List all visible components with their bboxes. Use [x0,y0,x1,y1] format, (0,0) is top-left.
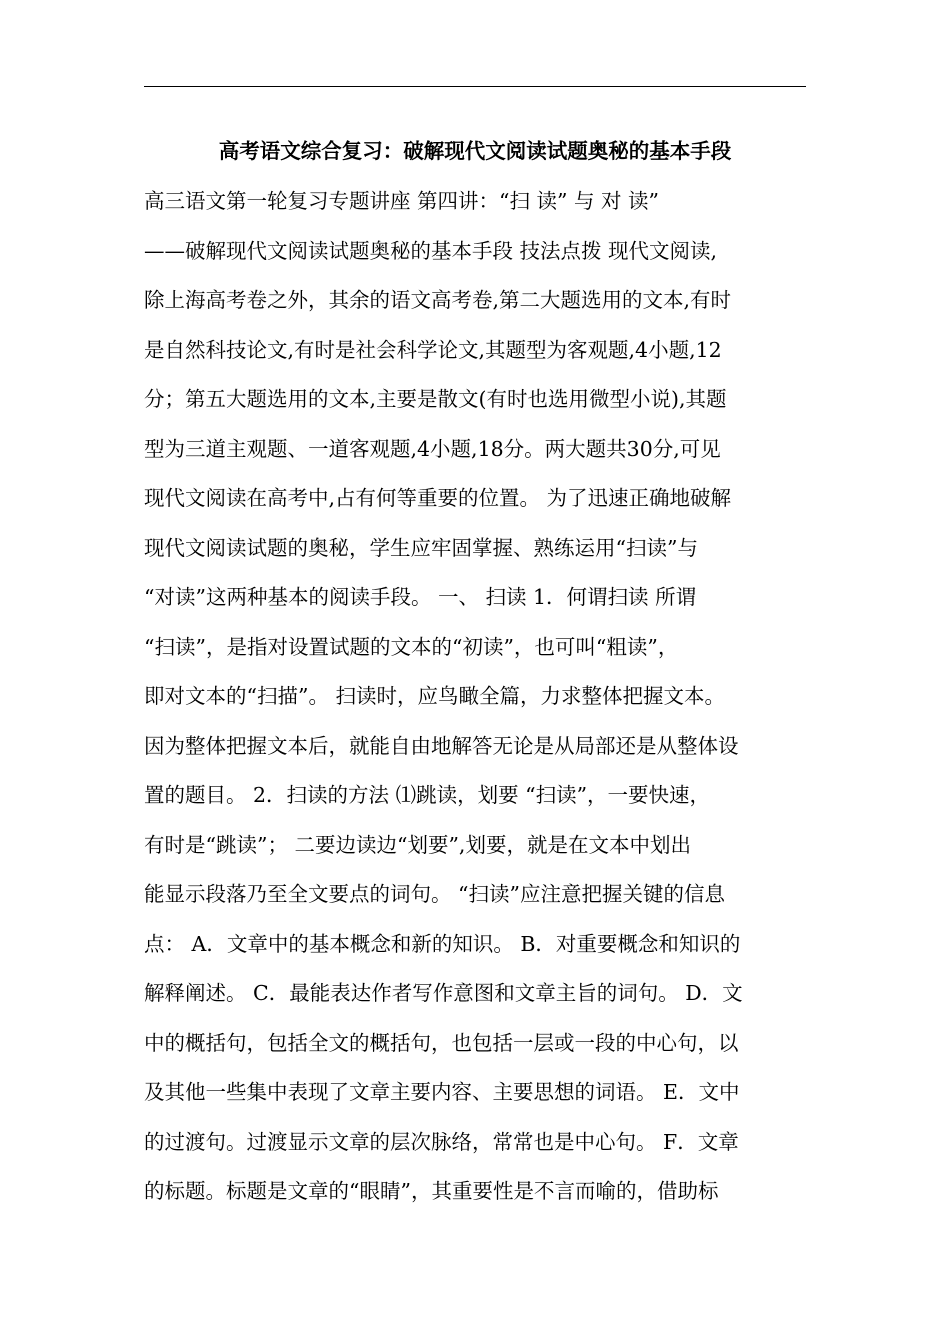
body-line: ——破解现代文阅读试题奥秘的基本手段 技法点拨 现代文阅读, [144,238,718,263]
body-line: 高三语文第一轮复习专题讲座 第四讲：“扫 读” 与 对 读” [144,189,660,213]
body-line: 即对文本的“扫描”。 扫读时，应鸟瞰全篇，力求整体把握文本。 [144,684,725,708]
body-line: 现代文阅读在高考中,占有何等重要的位置。 为了迅速正确地破解 [144,486,732,510]
body-line: 点： A．文章中的基本概念和新的知识。 B．对重要概念和知识的 [144,931,741,956]
body-line: 及其他一些集中表现了文章主要内容、主要思想的词语。 E．文中 [144,1080,740,1104]
body-line: 除上海高考卷之外，其余的语文高考卷,第二大题选用的文本,有时 [144,288,732,312]
body-line: 型为三道主观题、一道客观题,4小题,18分。两大题共30分,可见 [144,436,721,461]
document-body [144,178,814,1218]
body-line: 是自然科技论文,有时是社会科学论文,其题型为客观题,4小题,12 [144,337,722,362]
body-line: 能显示段落乃至全文要点的词句。 “扫读”应注意把握关键的信息 [144,882,725,906]
body-line: 有时是“跳读”； 二要边读边“划要”,划要，就是在文本中划出 [144,832,691,857]
body-line: 因为整体把握文本后，就能自由地解答无论是从局部还是从整体设 [144,733,739,758]
body-line: 置的题目。 2．扫读的方法 ⑴跳读，划要 “扫读”，一要快速， [144,783,711,807]
body-line: 现代文阅读试题的奥秘，学生应牢固掌握、熟练运用“扫读”与 [144,535,698,560]
document-title: 高考语文综合复习：破解现代文阅读试题奥秘的基本手段 [218,139,732,163]
body-line: 中的概括句，包括全文的概括句，也包括一层或一段的中心句，以 [144,1030,739,1055]
body-line: 的过渡句。过渡显示文章的层次脉络，常常也是中心句。 F．文章 [144,1129,739,1154]
body-line: 的标题。标题是文章的“眼睛”，其重要性是不言而喻的，借助标 [144,1179,719,1203]
body-line: “对读”这两种基本的阅读手段。 一、 扫读 1．何谓扫读 所谓 [144,585,697,609]
body-line: “扫读”，是指对设置试题的文本的“初读”，也可叫“粗读”， [144,634,679,659]
body-line: 分；第五大题选用的文本,主要是散文(有时也选用微型小说),其题 [144,387,727,411]
body-line: 解释阐述。 C．最能表达作者写作意图和文章主旨的词句。 D．文 [144,981,743,1005]
header-rule [144,86,806,87]
